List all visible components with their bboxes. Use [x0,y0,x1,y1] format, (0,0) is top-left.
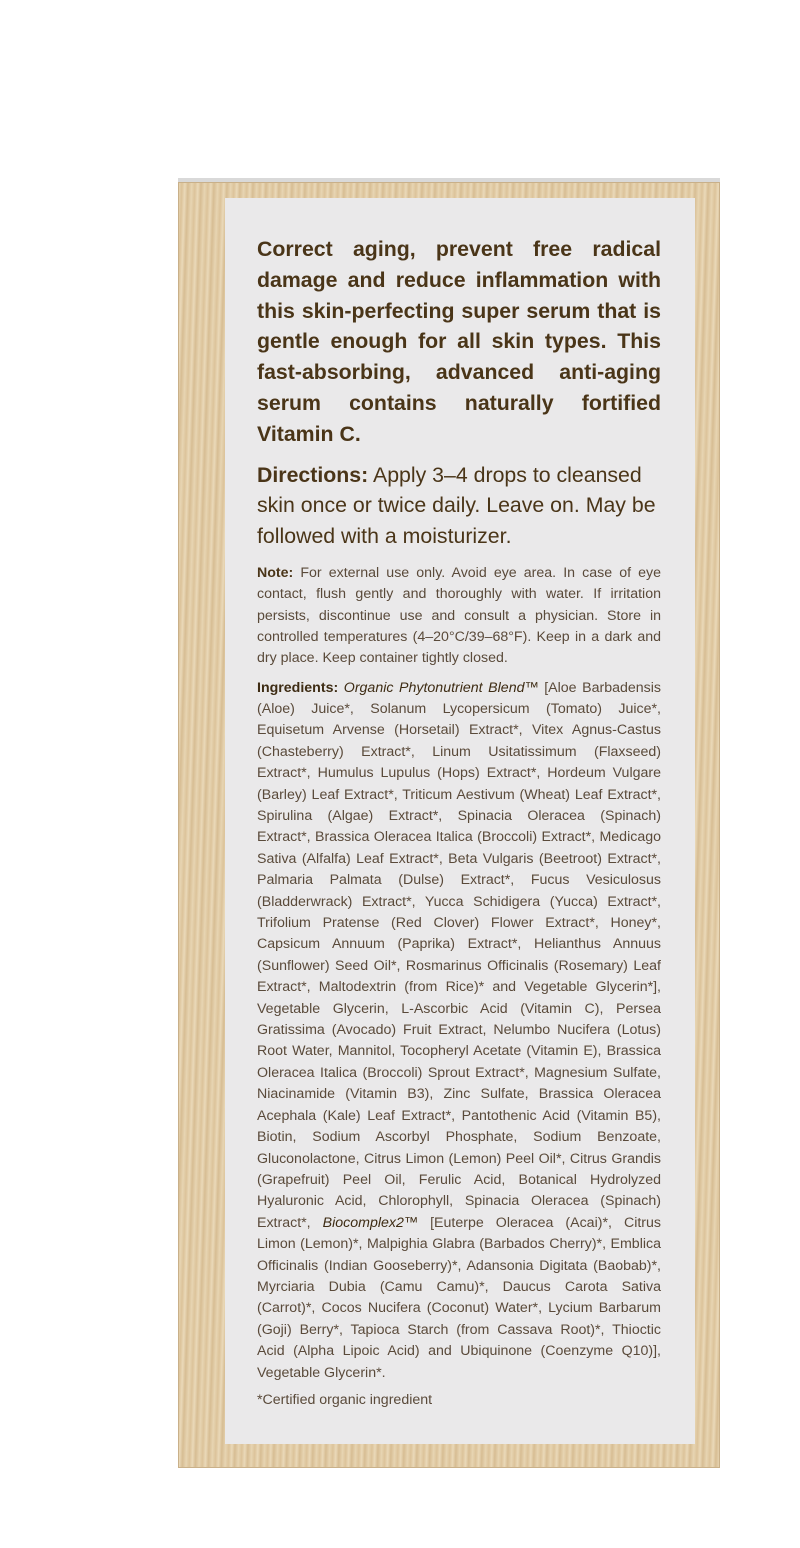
directions [257,460,661,552]
label-panel [225,198,695,1444]
ingredients [257,678,661,1384]
note [257,563,661,669]
ingredients-label: Ingredients: [257,679,339,696]
complex-name: Biocomplex2™ [322,1214,419,1231]
product-tagline: Correct aging, prevent free radical damage and reduce inflammation with this skin-perfecting super serum that is gentle enough for all skin types. This fast-absorbing, advanced anti-aging serum contains naturally fortified Vitamin C. [257,237,661,446]
ingredients-text: [Aloe Barbadensis (Aloe) Juice*, Solanum Lycopersicum (Tomato) Juice*, Equisetum Arvense (Horsetail) Extract*, Vitex Agnus-Castus (Chasteberry) Extract*, Linum Usitatissimum (Flaxseed) Extract*, Humulus Lupulus (Hops) Extract*, Hordeum Vulgare (Barley) Leaf Extract*, Triticum Aestivum (Wheat) Leaf Extract*, Spirulina (Algae) Extract*, Spinacia Oleracea (Spinach) Extract*, Brassica Oleracea Italica (Broccoli) Extract*, Medicago Sativa (Alfalfa) Leaf Extract*, Beta Vulgaris (Beetroot) Extract*, Palmaria Palmata (Dulse) Extract*, Fucus Vesiculosus (Bladderwrack) Extract*, Yucca Schidigera (Yucca) Extract*, Trifolium Pratense (Red Clover) Flower Extract*, Honey*, Capsicum Annuum (Paprika) Extract*, Helianthus Annuus (Sunflower) Seed Oil*, Rosmarinus Officinalis (Rosemary) Leaf Extract*, Maltodextrin (from Rice)* and Vegetable Glycerin*], Vegetable Glycerin, L-Ascorbic Acid (Vitamin C), Persea Gratissima (Avocado) Fruit Extract, Nelumbo Nucifera (Lotus) Root Water, Mannitol, Tocopheryl Acetate (Vitamin E), Brassica Oleracea Italica (Broccoli) Sprout Extract*, Magnesium Sulfate, Niacinamide (Vitamin B3), Zinc Sulfate, Brassica Oleracea Acephala (Kale) Leaf Extract*, Pantothenic Acid (Vitamin B5), Biotin, Sodium Ascorbyl Phosphate, Sodium Benzoate, Gluconolactone, Citrus Limon (Lemon) Peel Oil*, Citrus Grandis (Grapefruit) Peel Oil, Ferulic Acid, Botanical Hydrolyzed Hyaluronic Acid, Chlorophyll, Spinacia Oleracea (Spinach) Extract*, [257,679,662,1231]
directions-text: Apply 3–4 drops to cleansed skin once or twice daily. Leave on. May be followed with a moisturizer. [257,462,656,548]
ingredients-text-2: [Euterpe Oleracea (Acai)*, Citrus Limon (Lemon)*, Malpighia Glabra (Barbados Cherry)*, Emblica Officinalis (Indian Gooseberry)*, Adansonia Digitata (Baobab)*, Myrciaria Dubia (Camu Camu)*, Daucus Carota Sativa (Carrot)*, Cocos Nucifera (Coconut) Water*, Lycium Barbarum (Goji) Berry*, Tapioca Starch (from Cassava Root)*, Thioctic Acid (Alpha Lipoic Acid) and Ubiquinone (Coenzyme Q10)], Vegetable Glycerin*. [257,1214,661,1381]
footnote: *Certified organic ingredient [257,1391,433,1408]
blend-name: Organic Phytonutrient Blend™ [343,679,539,696]
directions-label: Directions: [257,462,369,487]
note-text: For external use only. Avoid eye area. In case of eye contact, flush gently and thoroughly with water. If irritation persists, discontinue use and consult a physician. Store in controlled temperatures (4–20°C/39–68°F). Keep in a dark and dry place. Keep container tightly closed. [257,565,661,667]
note-label: Note: [257,565,294,582]
